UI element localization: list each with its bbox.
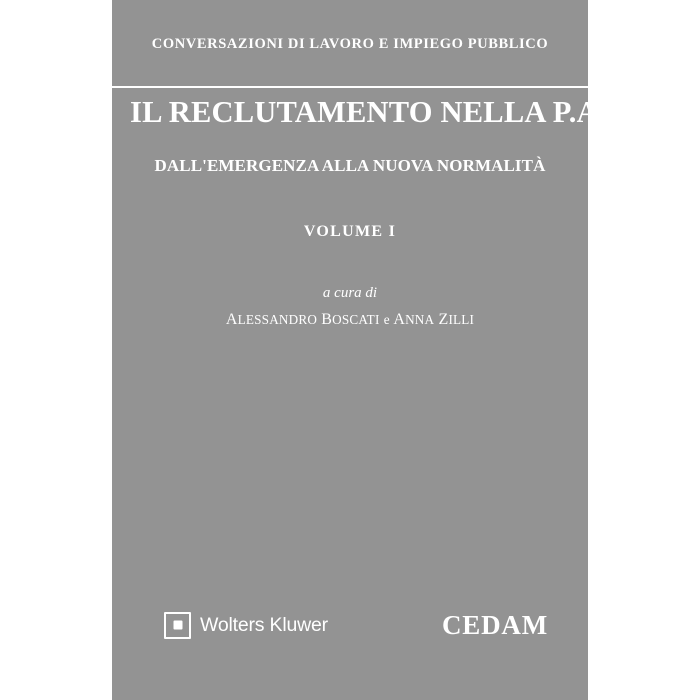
wolters-kluwer-logo-mark-icon	[164, 612, 191, 639]
editor-label: a cura di	[322, 285, 378, 302]
wolters-kluwer-logo	[164, 612, 328, 639]
publisher-row	[112, 602, 588, 648]
cedam-wordmark: CEDAM	[442, 609, 548, 640]
editor-conjunction: e	[383, 312, 394, 328]
book-subtitle: DALL'EMERGENZA ALLA NUOVA NORMALITÀ	[154, 156, 546, 176]
book-cover	[112, 0, 607, 700]
title-block	[112, 95, 607, 329]
editor-name-1: ALESSANDRO BOSCATI	[225, 311, 380, 329]
editor-names	[130, 311, 570, 329]
volume-label: VOLUME I	[303, 223, 397, 241]
editor-name-2: ANNA ZILLI	[393, 311, 475, 329]
wolters-kluwer-wordmark: Wolters Kluwer	[200, 613, 328, 636]
series-band	[112, 0, 588, 88]
series-title: CONVERSAZIONI DI LAVORO E IMPIEGO PUBBLICO	[151, 35, 549, 52]
book-title: IL RECLUTAMENTO NELLA P.A.	[130, 95, 607, 129]
